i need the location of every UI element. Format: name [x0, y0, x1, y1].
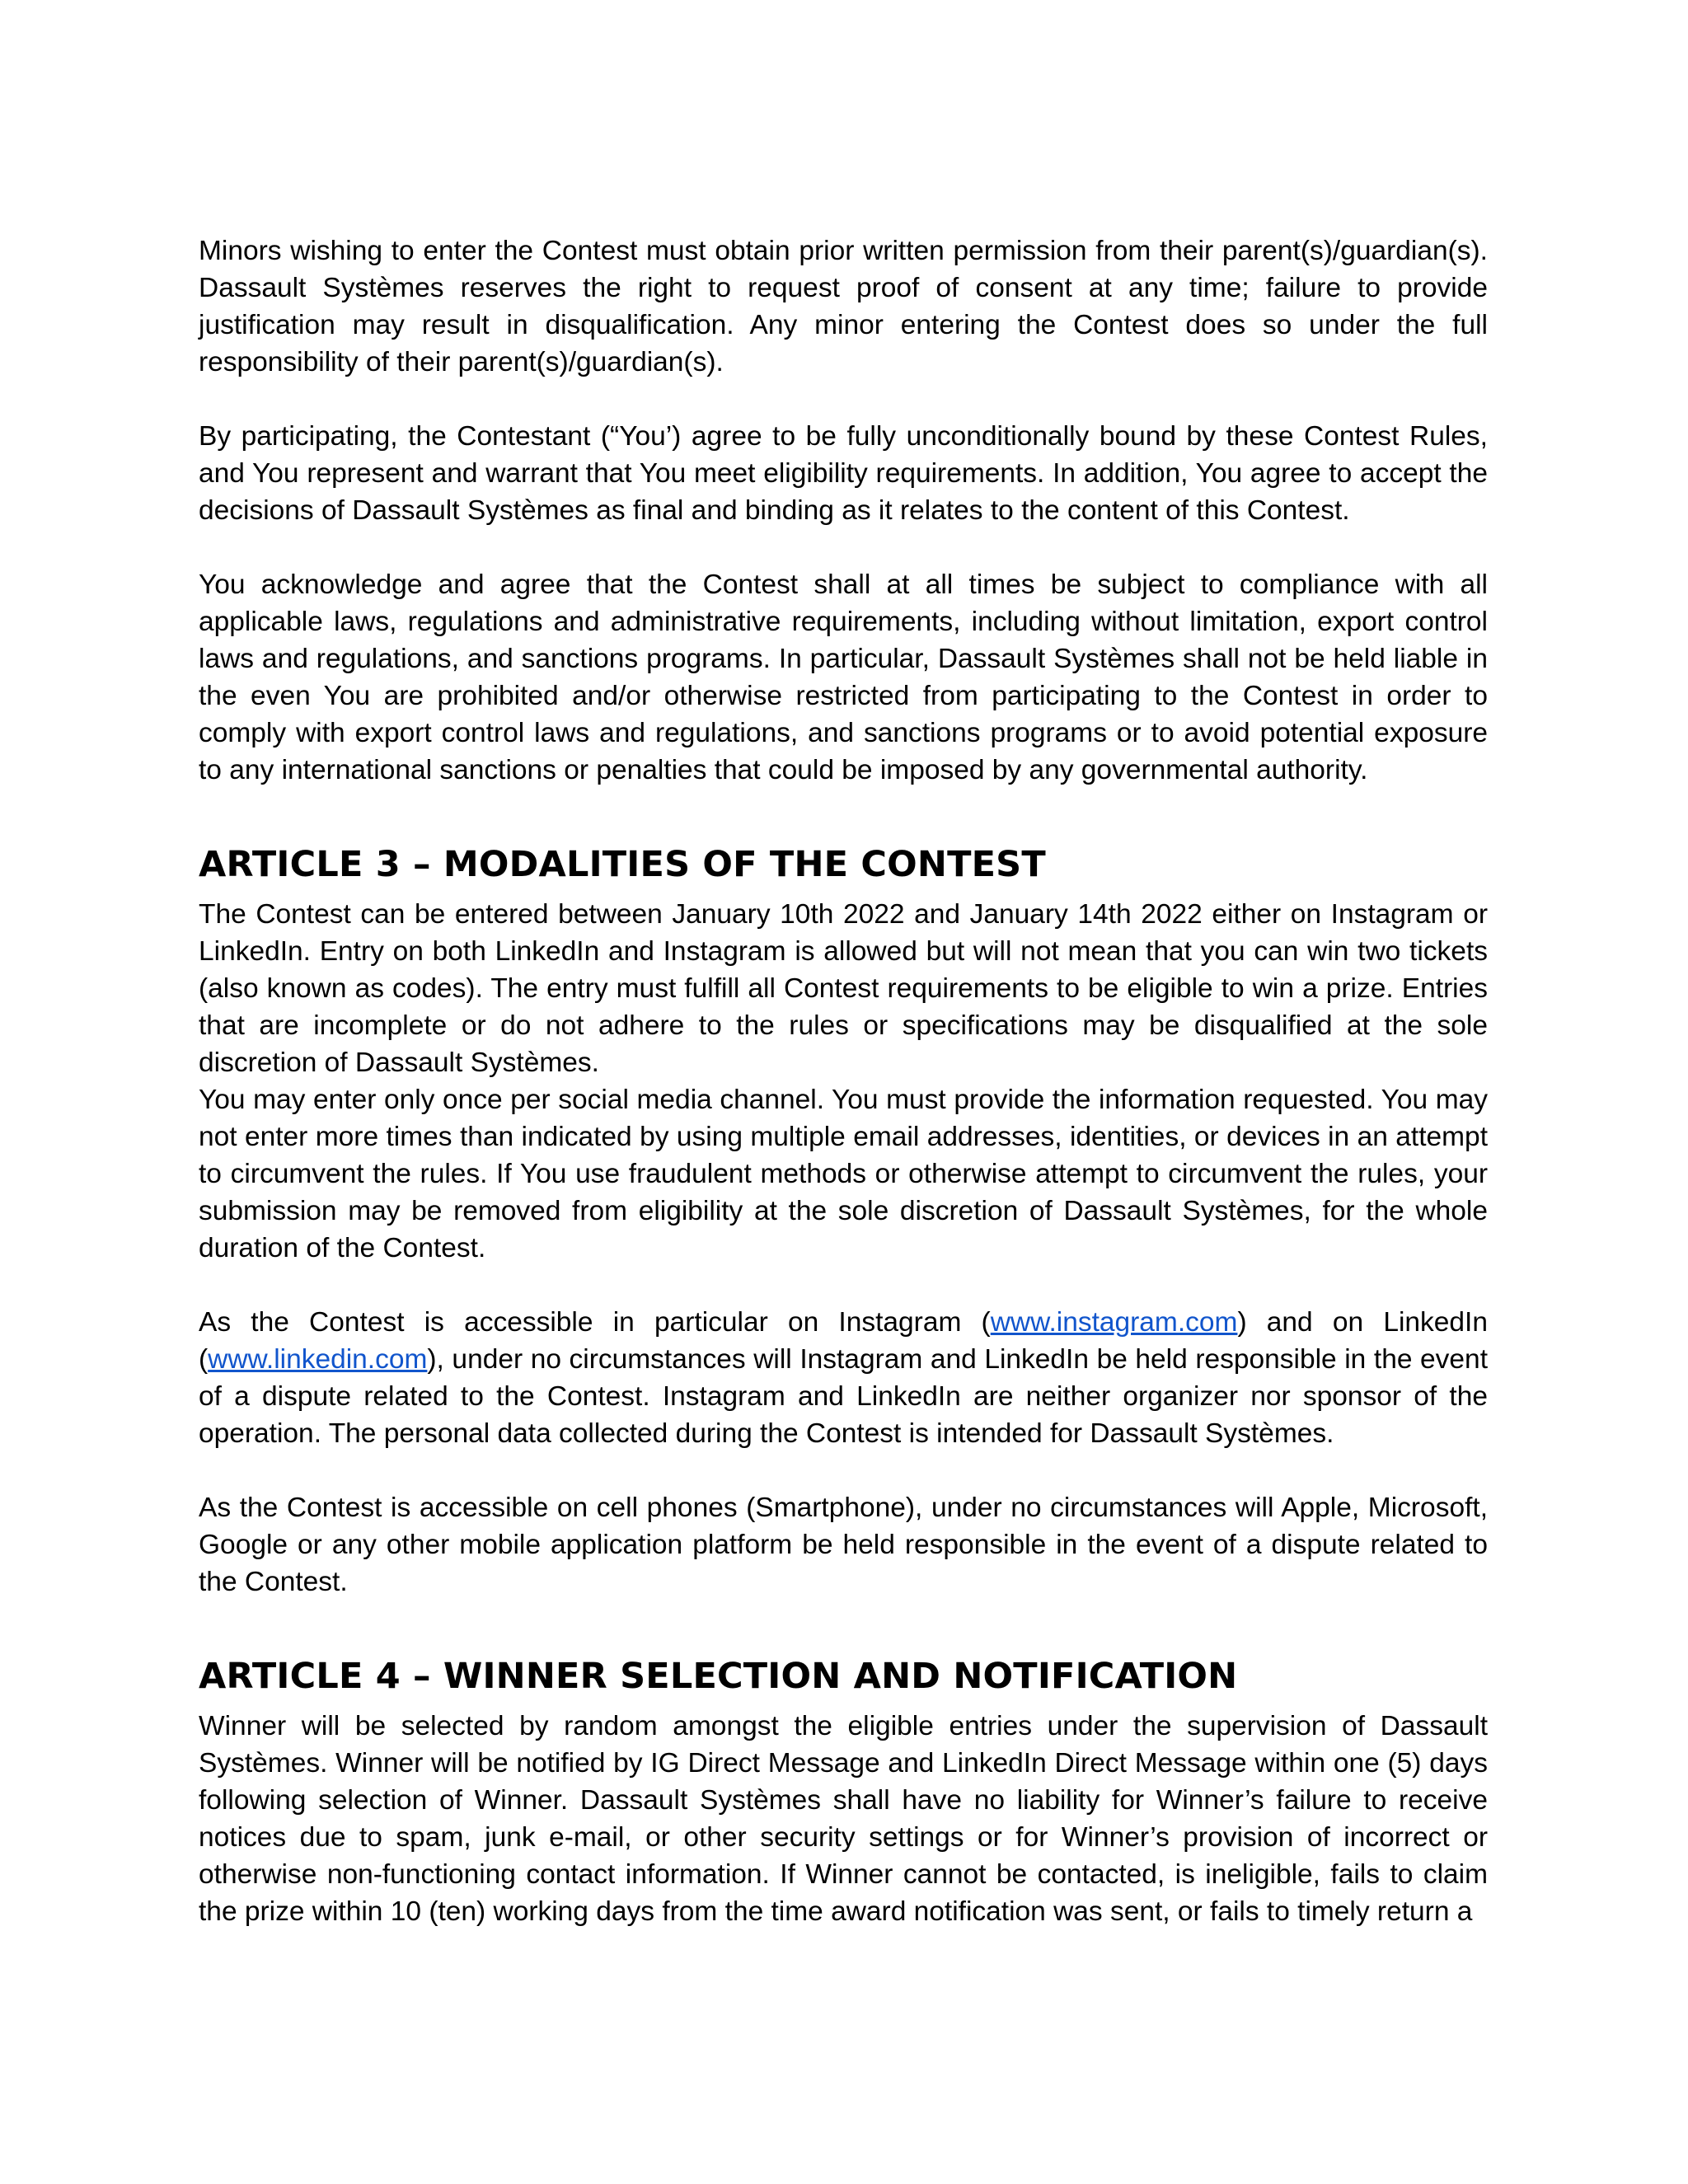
paragraph-participation: By participating, the Contestant (“You’) agree to be fully unconditionally bound by these Contest Rules, and You represent and warrant that You meet eligibility requirements. In addition, You agree to accept the decisions of Dassault Systèmes as final and binding as it relates to the content of this Contest. — [199, 421, 1488, 526]
platforms-text-a: As the Contest is accessible in particular on Instagram ( — [199, 1307, 991, 1338]
document-page — [199, 232, 1488, 1930]
platforms-text-b: ) and on LinkedIn ( — [199, 1307, 1488, 1375]
paragraph-compliance: You acknowledge and agree that the Contest shall at all times be subject to compliance with all applicable laws, regulations and administrative requirements, including without limitation, export control laws and regulations, and sanctions programs. In particular, Dassault Systèmes shall not be held liable in the even You are prohibited and/or otherwise restricted from participating to the Contest in order to comply with export control laws and regulations, and sanctions programs or to avoid potential exposure to any international sanctions or penalties that could be imposed by any governmental authority. — [199, 569, 1488, 785]
article-4-heading: ARTICLE 4 – WINNER SELECTION AND NOTIFICATION — [199, 1656, 1238, 1697]
paragraph-mobile: As the Contest is accessible on cell phones (Smartphone), under no circumstances will Apple, Microsoft, Google or any other mobile application platform be held responsible in the event of a dispute related to the Contest. — [199, 1493, 1488, 1597]
paragraph-entry-period: The Contest can be entered between January 10th 2022 and January 14th 2022 either on Instagram or LinkedIn. Entry on both LinkedIn and Instagram is allowed but will not mean that you can win two tickets (also known as codes). The entry must fulfill all Contest requirements to be eligible to win a prize. Entries that are incomplete or do not adhere to the rules or specifications may be disqualified at the sole discretion of Dassault Systèmes. — [199, 899, 1488, 1078]
paragraph-winner-selection: Winner will be selected by random amongst the eligible entries under the supervision of Dassault Systèmes. Winner will be notified by IG Direct Message and LinkedIn Direct Message within one (5) days following selection of Winner. Dassault Systèmes shall have no liability for Winner’s failure to receive notices due to spam, junk e-mail, or other security settings or for Winner’s provision of incorrect or otherwise non-functioning contact information. If Winner cannot be contacted, is ineligible, fails to claim the prize within 10 (ten) working days from the time award notification was sent, or fails to timely return a — [199, 1711, 1488, 1927]
paragraph-minors: Minors wishing to enter the Contest must obtain prior written permission from their parent(s)/guardian(s). Dassault Systèmes reserves the right to request proof of consent at any time; failure to provide justification may result in disqualification. Any minor entering the Contest does so under the full responsibility of their parent(s)/guardian(s). — [199, 236, 1488, 377]
linkedin-link[interactable]: www.linkedin.com — [208, 1344, 428, 1375]
instagram-link[interactable]: www.instagram.com — [990, 1307, 1238, 1338]
platforms-text-c: ), under no circumstances will Instagram and LinkedIn be held responsible in the event of a dispute related to the Contest. Instagram and LinkedIn are neither organizer nor sponsor of the operation. The personal data collected during the Contest is intended for Dassault Systèmes. — [199, 1344, 1488, 1449]
paragraph-platforms — [199, 1304, 1488, 1452]
article-3-heading: ARTICLE 3 – MODALITIES OF THE CONTEST — [199, 844, 1046, 885]
paragraph-entry-limits: You may enter only once per social media channel. You must provide the information requested. You may not enter more times than indicated by using multiple email addresses, identities, or devices in an attempt to circumvent the rules. If You use fraudulent methods or otherwise attempt to circumvent the rules, your submission may be removed from eligibility at the sole discretion of Dassault Systèmes, for the whole duration of the Contest. — [199, 1085, 1488, 1263]
